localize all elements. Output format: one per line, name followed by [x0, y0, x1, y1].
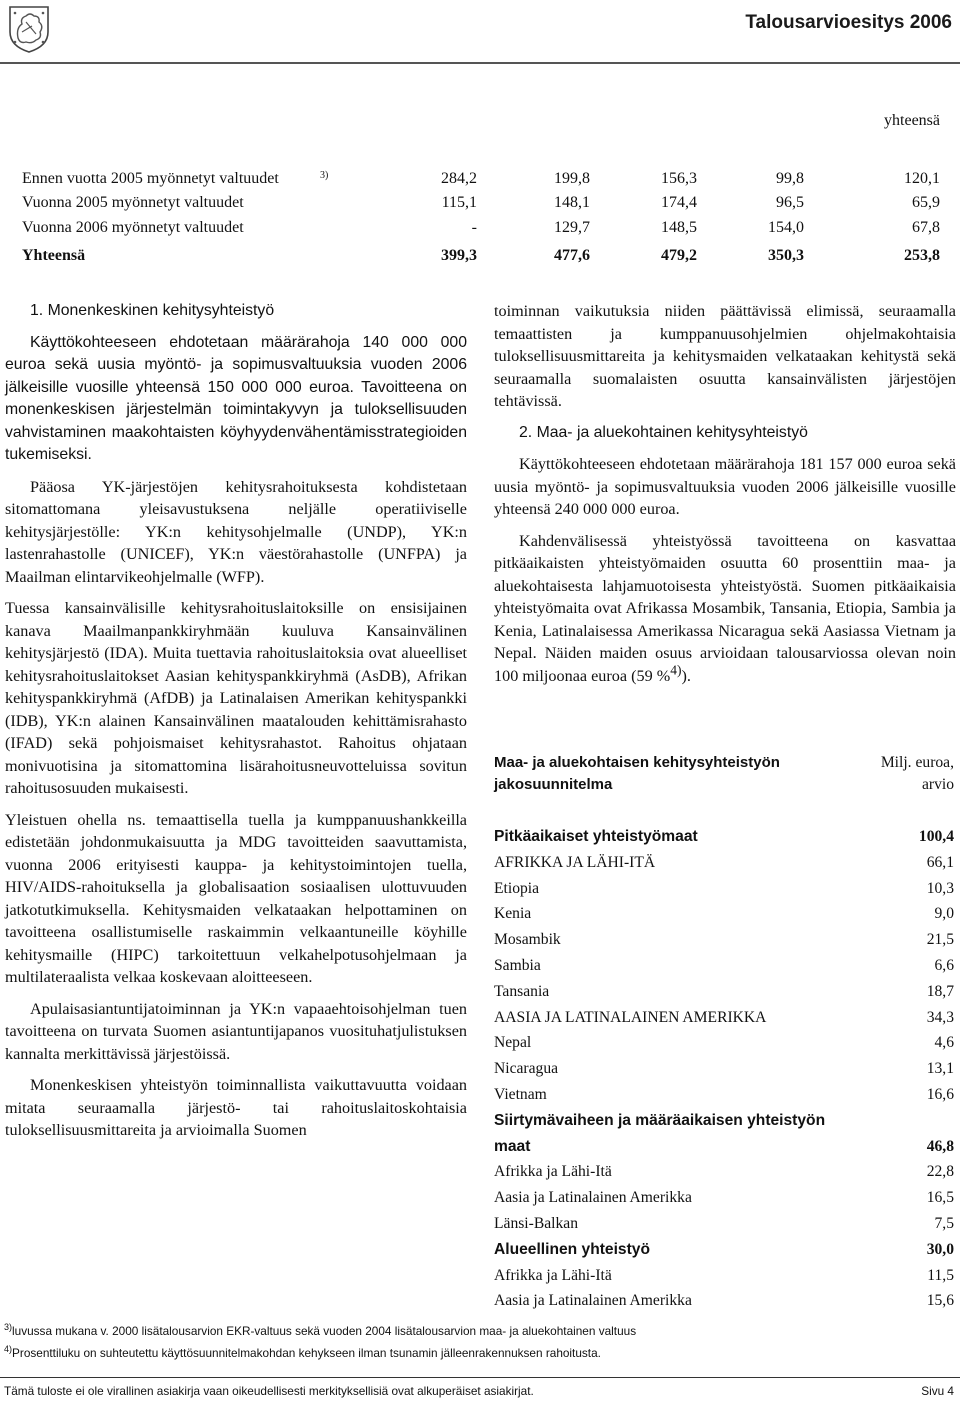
summary-row	[22, 219, 940, 243]
plan-unit-line1: Milj. euroa,	[880, 754, 954, 771]
plan-row-value: 7,5	[934, 1215, 954, 1232]
plan-row-label: Mosambik	[494, 931, 561, 948]
plan-row-value: 18,7	[926, 983, 954, 1000]
summary-cell: 399,3	[441, 247, 477, 264]
paragraph-thematic-support: Yleistuen ohella ns. temaattisella tuella ja kumppanuushankkeilla edistetään johdonmukaisuutta ja MDG tavoitteiden saavuttamista, vuonna 2006 erityisesti kauppa- ja kehitystoimintojen tuella, HIV/AIDS-rahoituksella ja globalisaation sosiaalisen ulottuvuuden jatkotutkimuksella. Kehitysmaiden velkataakan helpottaminen on tavoitteena osallistumiselle raskaimmin velkaantuneille köyhille kehitysmaille (HIPC) tarkoitettuun velkahelpotusohjelmaan ja multilateraalista velkaa koskevaan aloitteeseen.	[5, 810, 467, 986]
plan-row	[494, 1215, 956, 1239]
footnote-mark: 4)	[4, 1344, 13, 1355]
plan-row	[494, 828, 956, 852]
plan-row	[494, 905, 956, 929]
paragraph-multilateral-appropriation: Käyttökohteeseen ehdotetaan määrärahoja 140 000 000 euroa sekä uusia myöntö- ja sopimusvaltuuksia vuoden 2006 jälkeisille vuosille yhteensä 150 000 000 euroa. Tavoitteena on monenkeskisen järjestelmän toimintakyvyn ja tuloksellisuuden vahvistaminen maakohtaisten köyhyydenvähentämisstrategioiden tukemiseksi.	[5, 333, 467, 463]
plan-row-value: 9,0	[934, 905, 954, 922]
summary-cell: 115,1	[441, 194, 477, 211]
plan-row-value: 6,6	[934, 957, 954, 974]
plan-row-value: 21,5	[926, 931, 954, 948]
plan-row-value: 66,1	[926, 854, 954, 871]
plan-row-value: 15,6	[926, 1292, 954, 1309]
plan-row-label: Siirtymävaiheen ja määräaikaisen yhteistyön	[494, 1112, 826, 1129]
summary-cell: 99,8	[776, 170, 804, 187]
plan-table-title: Maa- ja aluekohtaisen kehitysyhteistyön jakosuunnitelma	[494, 754, 780, 793]
plan-row	[494, 1241, 956, 1265]
summary-cell: 154,0	[768, 219, 804, 236]
left-text-column	[5, 300, 467, 1142]
plan-row-value: 11,5	[927, 1267, 954, 1284]
footnote-ref-4: 4)	[670, 662, 682, 678]
summary-row-label: Vuonna 2005 myönnetyt valtuudet	[22, 194, 244, 211]
plan-row-label: AFRIKKA JA LÄHI-ITÄ	[494, 854, 656, 871]
plan-row-label: Afrikka ja Lähi-Itä	[494, 1163, 612, 1180]
plan-row-label: Sambia	[494, 957, 541, 974]
plan-row	[494, 854, 956, 878]
plan-row-value: 22,8	[926, 1163, 954, 1180]
plan-row	[494, 957, 956, 981]
plan-row-value: 16,5	[926, 1189, 954, 1206]
plan-row-label: Pitkäaikaiset yhteistyömaat	[494, 828, 698, 845]
plan-row-value: 46,8	[926, 1138, 954, 1155]
summary-row	[22, 247, 940, 271]
summary-cell: 148,5	[661, 219, 697, 236]
plan-row-label: Nepal	[494, 1034, 532, 1051]
section-heading-multilateral: 1. Monenkeskinen kehitysyhteistyö	[30, 302, 275, 319]
page-footer	[4, 1384, 954, 1398]
plan-row	[494, 1138, 956, 1162]
footnote-mark: 3)	[4, 1322, 13, 1333]
summary-row-label: Yhteensä	[22, 247, 86, 264]
plan-row-value: 30,0	[926, 1241, 954, 1258]
plan-row-value: 13,1	[926, 1060, 954, 1077]
plan-row-label: maat	[494, 1138, 531, 1155]
header-divider	[0, 62, 960, 64]
plan-row-label: Alueellinen yhteistyö	[494, 1241, 650, 1258]
summary-cell: 479,2	[661, 247, 697, 264]
footnote-text: luvussa mukana v. 2000 lisätalousarvion EKR-valtuus sekä vuoden 2004 lisätalousarvion maa- ja aluekohtainen valtuus	[12, 1324, 637, 1338]
section-heading-bilateral: 2. Maa- ja aluekohtainen kehitysyhteistyö	[519, 423, 808, 441]
summary-row: Ennen vuotta 2005 myönnetyt valtuudet 3) 284,2 199,8 156,3 99,8 120,1	[22, 170, 940, 187]
summary-cell: 67,8	[912, 219, 940, 236]
summary-row	[22, 194, 940, 218]
plan-table-unit	[881, 752, 954, 796]
paragraph-long-term-partners-text: Kahdenvälisessä yhteistyössä tavoitteena on kasvattaa pitkäaikaisten yhteistyömaiden osuutta 60 prosenttiin maa- ja aluekohtaisesta lahjamuotoisesta yhteistyöstä. Suomen pitkäaikaisia yhteistyömaita ovat Afrikassa Mosambik, Tansania, Etiopia, Sambia ja Kenia, Latinalaisessa Amerikassa Nicaragua sekä Aasiassa Vietnam ja Nepal. Näiden maiden osuus arvioidaan talousarviossa olevan noin 100 miljoonaa euroa (59 %	[494, 531, 956, 685]
plan-row-value: 34,3	[926, 1009, 954, 1026]
plan-row-value: 10,3	[926, 880, 954, 897]
plan-row	[494, 880, 956, 904]
plan-row	[494, 1189, 956, 1213]
plan-row	[494, 1112, 956, 1136]
right-text-column	[494, 300, 956, 687]
footnote-text: Prosenttiluku on suhteutettu käyttösuunnitelmakohdan kehykseen ilman tsunamin jälleenrakennuksen rahoitusta.	[12, 1346, 601, 1360]
plan-row	[494, 1086, 956, 1110]
paragraph-long-term-partners	[494, 530, 956, 688]
summary-cell: 199,8	[554, 170, 590, 187]
summary-cell: 350,3	[768, 247, 804, 264]
footnote-3	[4, 1324, 954, 1346]
summary-cell: 284,2	[441, 170, 477, 187]
footer-disclaimer: Tämä tuloste ei ole virallinen asiakirja vaan oikeudellisesti merkityksellisiä ovat alkuperäiset asiakirjat.	[4, 1384, 534, 1398]
summary-cell: 477,6	[554, 247, 590, 264]
plan-row-label: Nicaragua	[494, 1060, 559, 1077]
plan-row-label: Länsi-Balkan	[494, 1215, 579, 1232]
document-title: Talousarvioesitys 2006	[745, 12, 952, 33]
summary-cell: 148,1	[554, 194, 590, 211]
summary-cell: 129,7	[554, 219, 590, 236]
paragraph-end: ).	[681, 666, 691, 685]
plan-row	[494, 1267, 956, 1291]
column-header-total: yhteensä	[884, 112, 940, 129]
plan-row	[494, 1034, 956, 1058]
paragraph-effectiveness: Monenkeskisen yhteistyön toiminnallista vaikuttavuutta voidaan mitata seuraamalla järjestö- tai rahoituslaitoskohtaisia tuloksellisuusmittareita ja arvioimalla Suomen	[5, 1076, 467, 1139]
paragraph-bilateral-appropriation: Käyttökohteeseen ehdotetaan määrärahoja 181 157 000 euroa sekä uusia myöntö- ja sopimusvaltuuksia vuoden 2006 jälkeisille vuosille yhteensä 240 000 000 euroa.	[494, 455, 956, 518]
plan-row	[494, 1292, 956, 1316]
summary-cell: 96,5	[776, 194, 804, 211]
summary-cell: 253,8	[904, 247, 940, 264]
paragraph-effectiveness-continued: toiminnan vaikutuksia niiden päättävissä elimissä, seuraamalla temaattisten ja kumppanuusohjelmien ohjelmakohtaisia tuloksellisuusmittareita ja kehitysmaiden velkataakan kehitystä sekä seuraamalla suomalaisten osuutta kansainvälisten järjestöjen tehtävissä.	[494, 302, 956, 410]
plan-row-label: Aasia ja Latinalainen Amerikka	[494, 1189, 692, 1206]
summary-row-label: Ennen vuotta 2005 myönnetyt valtuudet	[22, 170, 279, 187]
paragraph-junior-experts: Apulaisasiantuntijatoiminnan ja YK:n vapaaehtoisohjelman tuen tavoitteena on turvata Suomen asiantuntijapanos vuosituhatjulistuksen kannalta merkittävissä järjestöissä.	[5, 999, 467, 1063]
summary-cell: -	[471, 219, 477, 236]
plan-row-label: Afrikka ja Lähi-Itä	[494, 1267, 612, 1284]
paragraph-financing-institutions: Tuessa kansainvälisille kehitysrahoituslaitoksille on ensisijainen kanava Maailmanpankkiryhmään kuuluva Kansainvälinen kehitysjärjestö (IDA). Muita tuettavia rahoituslaitoksia ovat alueelliset kehitysrahoituslaitokset Aasian kehityspankkiryhmä (AsDB), Afrikan kehityspankkiryhmä (AfDB) ja Latinalaisen Amerikan kehityspankki (IDB), YK:n alainen Kansainvälinen maatalouden kehittämisrahasto (IFAD) sekä pohjoismaiset kehitysrahastot. Rahoitus ohjataan monivuotisina ja sitomattomina lisärahoitusneuvotteluissa sovitun rahoitusosuuden mukaisesti.	[5, 599, 467, 797]
plan-row-label: Aasia ja Latinalainen Amerikka	[494, 1292, 692, 1309]
summary-cell: 120,1	[904, 170, 940, 187]
plan-row-value: 100,4	[918, 828, 954, 845]
plan-row-value: 16,6	[926, 1086, 954, 1103]
summary-cell: 156,3	[661, 170, 697, 187]
footnotes	[4, 1324, 954, 1368]
plan-row-label: Vietnam	[494, 1086, 547, 1103]
coat-of-arms-lion-logo	[6, 4, 52, 54]
footnote-4	[4, 1346, 954, 1368]
paragraph-un-organizations: Pääosa YK-järjestöjen kehitysrahoituksesta kohdistetaan sitomattomana yleisavustuksena neljälle operatiiviselle kehitysjärjestölle: YK:n kehitysohjelmalle (UNDP), YK:n lastenrahastolle (UNICEF), YK:n väestörahastolle (UNFPA) ja Maailman elintarvikeohjelmalle (WFP).	[5, 477, 467, 586]
plan-row	[494, 931, 956, 955]
plan-row	[494, 1009, 956, 1033]
plan-row	[494, 983, 956, 1007]
page-number: Sivu 4	[921, 1384, 954, 1398]
summary-cell: 65,9	[912, 194, 940, 211]
plan-row-value: 4,6	[934, 1034, 954, 1051]
plan-row	[494, 1060, 956, 1084]
plan-row-label: Kenia	[494, 905, 532, 922]
footer-divider	[0, 1377, 960, 1378]
plan-unit-line2: arvio	[921, 776, 954, 793]
summary-cell: 174,4	[661, 194, 697, 211]
plan-row-label: Etiopia	[494, 880, 540, 897]
summary-row-label: Vuonna 2006 myönnetyt valtuudet	[22, 219, 244, 236]
plan-row-label: Tansania	[494, 983, 550, 1000]
plan-row-label: AASIA JA LATINALAINEN AMERIKKA	[494, 1009, 767, 1026]
plan-row	[494, 1163, 956, 1187]
